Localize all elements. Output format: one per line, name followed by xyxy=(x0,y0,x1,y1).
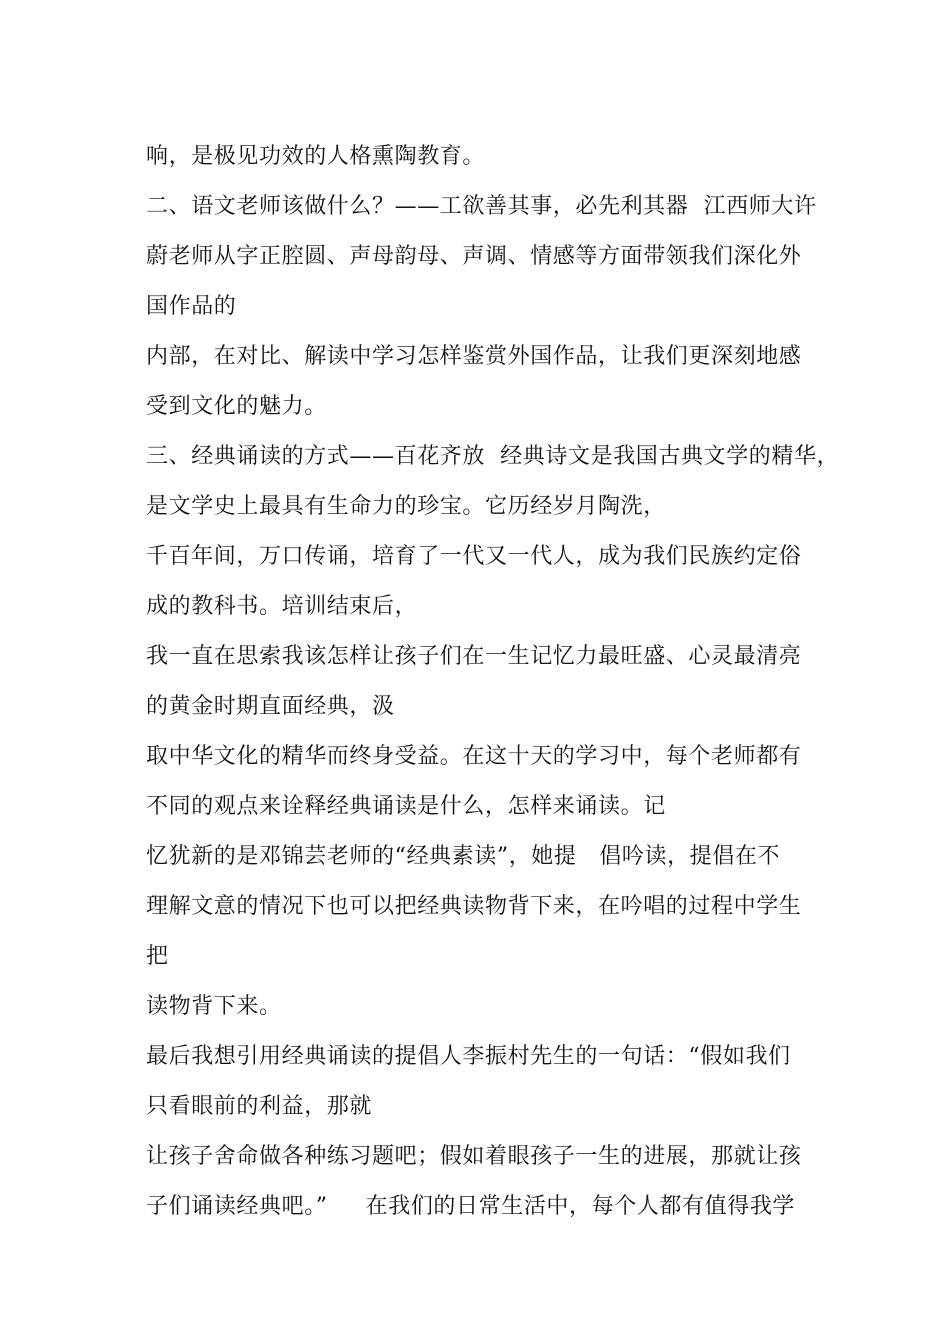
text-line: 的黄金时期直面经典，汲 xyxy=(146,694,395,719)
text-line: 蔚老师从字正腔圆、声母韵母、声调、情感等方面带领我们深化外 xyxy=(146,244,802,269)
text-line: 不同的观点来诠释经典诵读是什么，怎样来诵读。记 xyxy=(146,794,666,819)
text-line: 最后我想引用经典诵读的提倡人李振村先生的一句话：“假如我们 xyxy=(146,1044,791,1069)
text-line: 二、语文老师该做什么？——工欲善其事，必先利其器 江西师大许 xyxy=(146,194,817,219)
text-line: 只看眼前的利益，那就 xyxy=(146,1094,373,1119)
text-line: 内部，在对比、解读中学习怎样鉴赏外国作品，让我们更深刻地感 xyxy=(146,344,802,369)
text-line: 理解文意的情况下也可以把经典读物背下来，在吟唱的过程中学生 xyxy=(146,894,802,919)
text-line: 受到文化的魅力。 xyxy=(146,394,327,419)
text-line: 响，是极见功效的人格熏陶教育。 xyxy=(146,144,486,169)
text-line: 我一直在思索我该怎样让孩子们在一生记忆力最旺盛、心灵最清亮 xyxy=(146,644,802,669)
text-line: 三、经典诵读的方式——百花齐放 经典诗文是我国古典文学的精华， xyxy=(146,444,840,469)
text-line: 把 xyxy=(146,944,169,969)
text-line: 成的教科书。培训结束后， xyxy=(146,594,418,619)
text-line: 是文学史上最具有生命力的珍宝。它历经岁月陶洗， xyxy=(146,494,666,519)
text-line: 读物背下来。 xyxy=(146,994,282,1019)
text-line: 忆犹新的是邓锦芸老师的“经典素读”，她提 倡吟读，提倡在不 xyxy=(146,844,781,869)
text-line: 取中华文化的精华而终身受益。在这十天的学习中，每个老师都有 xyxy=(146,744,802,769)
document-body xyxy=(146,132,866,1232)
text-line: 子们诵读经典吧。” 在我们的日常生活中，每个人都有值得我学 xyxy=(146,1194,796,1219)
text-line: 让孩子舍命做各种练习题吧；假如着眼孩子一生的进展，那就让孩 xyxy=(146,1144,802,1169)
text-line: 国作品的 xyxy=(146,294,237,319)
text-line: 千百年间，万口传诵，培育了一代又一代人，成为我们民族约定俗 xyxy=(146,544,802,569)
